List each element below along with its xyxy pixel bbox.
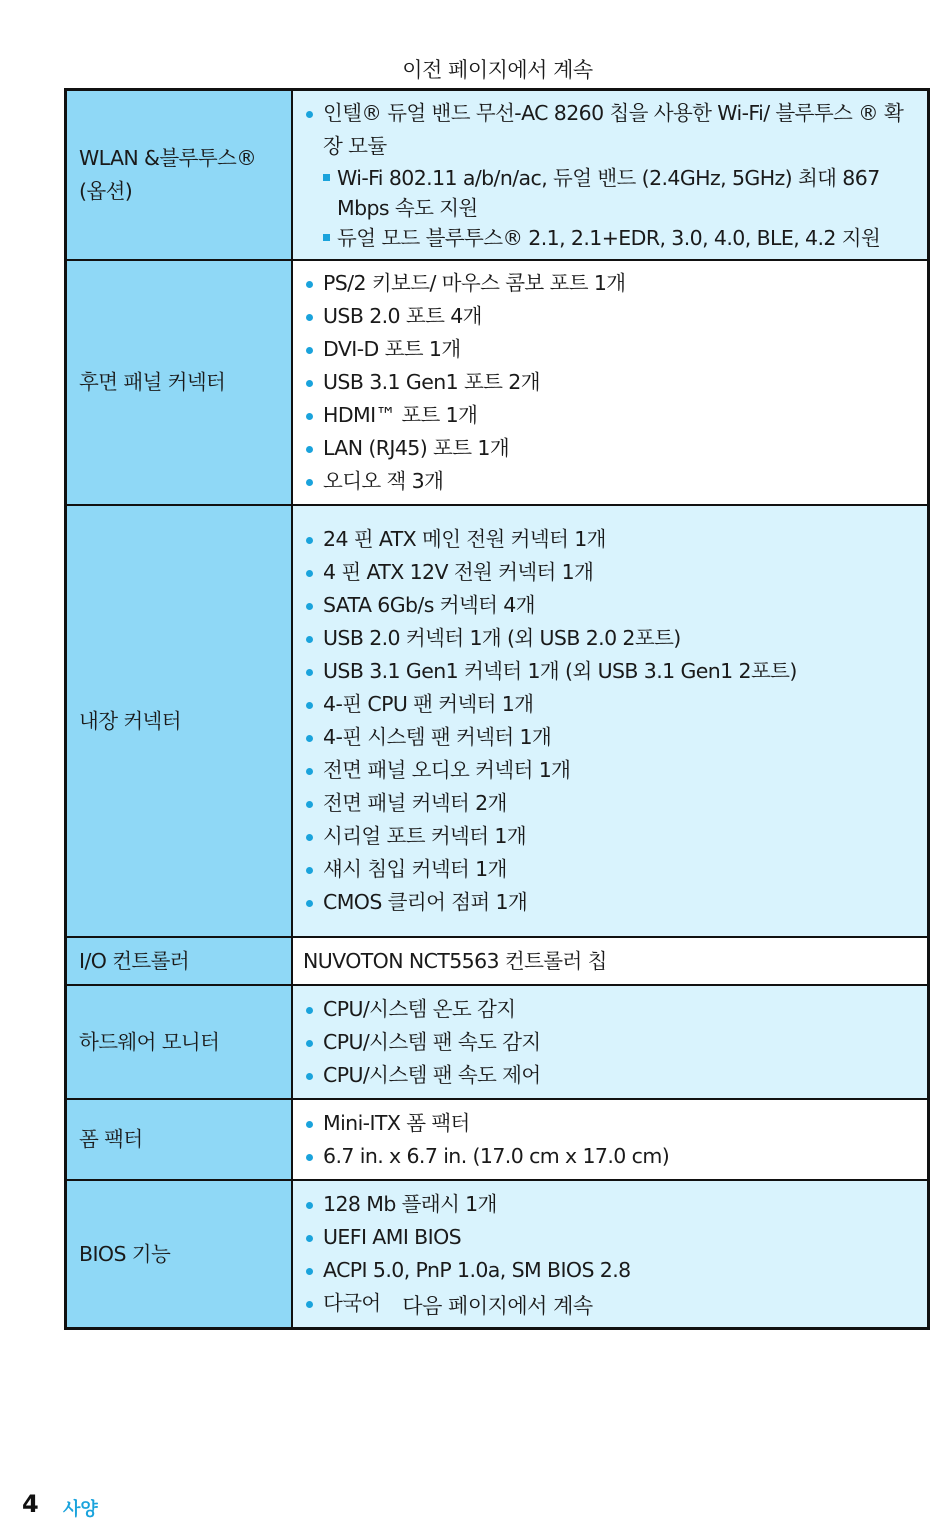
list-item: 전면 패널 오디오 커넥터 1개 bbox=[303, 754, 917, 787]
sub-list-item: Wi-Fi 802.11 a/b/n/ac, 듀얼 밴드 (2.4GHz, 5GHz) 최대 867 Mbps 속도 지원 bbox=[323, 163, 917, 223]
continued-from-previous-page: 이전 페이지에서 계속 bbox=[402, 58, 593, 82]
list-item: ACPI 5.0, PnP 1.0a, SM BIOS 2.8 bbox=[303, 1254, 917, 1287]
list-item: 오디오 잭 3개 bbox=[303, 465, 917, 498]
list-item bbox=[303, 97, 917, 253]
row-value-io-controller bbox=[292, 937, 929, 985]
row-value-form-factor bbox=[292, 1099, 929, 1180]
list-item: 4-핀 시스템 팬 커넥터 1개 bbox=[303, 721, 917, 754]
row-value-rear-panel bbox=[292, 260, 929, 505]
sub-list-item: 듀얼 모드 블루투스® 2.1, 2.1+EDR, 3.0, 4.0, BLE, 4.2 지원 bbox=[323, 223, 917, 253]
row-label-internal: 내장 커넥터 bbox=[66, 505, 293, 937]
spec-row-internal bbox=[66, 505, 929, 937]
spec-row-io-controller bbox=[66, 937, 929, 985]
list-item: 4 핀 ATX 12V 전원 커넥터 1개 bbox=[303, 556, 917, 589]
list-item: USB 2.0 커넥터 1개 (외 USB 2.0 2포트) bbox=[303, 622, 917, 655]
continued-on-next-page: 다음 페이지에서 계속 bbox=[402, 1294, 593, 1318]
page-number: 4 bbox=[22, 1490, 39, 1518]
list-item: CPU/시스템 온도 감지 bbox=[303, 993, 917, 1026]
list-item: PS/2 키보드/ 마우스 콤보 포트 1개 bbox=[303, 267, 917, 300]
row-value-internal bbox=[292, 505, 929, 937]
list-item: 6.7 in. x 6.7 in. (17.0 cm x 17.0 cm) bbox=[303, 1140, 917, 1173]
list-item: USB 2.0 포트 4개 bbox=[303, 300, 917, 333]
io-controller-text: NUVOTON NCT5563 컨트롤러 칩 bbox=[303, 948, 607, 973]
list-item: DVI-D 포트 1개 bbox=[303, 333, 917, 366]
spec-row-form-factor bbox=[66, 1099, 929, 1180]
list-item: CPU/시스템 팬 속도 감지 bbox=[303, 1026, 917, 1059]
row-label-hardware-monitor: 하드웨어 모니터 bbox=[66, 985, 293, 1099]
rear-panel-list bbox=[303, 267, 917, 498]
list-item: USB 3.1 Gen1 포트 2개 bbox=[303, 366, 917, 399]
list-item: SATA 6Gb/s 커넥터 4개 bbox=[303, 589, 917, 622]
list-item: 다국어 bbox=[303, 1287, 917, 1320]
spec-row-rear-panel bbox=[66, 260, 929, 505]
hardware-monitor-list bbox=[303, 993, 917, 1092]
wlan-list bbox=[303, 97, 917, 253]
section-title: 사양 bbox=[63, 1499, 98, 1520]
list-item: UEFI AMI BIOS bbox=[303, 1221, 917, 1254]
list-item: 시리얼 포트 커넥터 1개 bbox=[303, 820, 917, 853]
list-item: CPU/시스템 팬 속도 제어 bbox=[303, 1059, 917, 1092]
wlan-sub-list bbox=[323, 163, 917, 253]
row-value-hardware-monitor bbox=[292, 985, 929, 1099]
row-label-bios: BIOS 기능 bbox=[66, 1180, 293, 1329]
list-item: 4-핀 CPU 팬 커넥터 1개 bbox=[303, 688, 917, 721]
list-item: CMOS 클리어 점퍼 1개 bbox=[303, 886, 917, 919]
row-label-rear-panel: 후면 패널 커넥터 bbox=[66, 260, 293, 505]
list-item: 128 Mb 플래시 1개 bbox=[303, 1188, 917, 1221]
list-item: LAN (RJ45) 포트 1개 bbox=[303, 432, 917, 465]
spec-row-wlan bbox=[66, 90, 929, 261]
row-label-form-factor: 폼 팩터 bbox=[66, 1099, 293, 1180]
list-item: Mini-ITX 폼 팩터 bbox=[303, 1107, 917, 1140]
form-factor-list bbox=[303, 1107, 917, 1173]
row-value-wlan bbox=[292, 90, 929, 261]
internal-connector-list bbox=[303, 523, 917, 919]
row-label-wlan: WLAN &블루투스® (옵션) bbox=[66, 90, 293, 261]
list-item: USB 3.1 Gen1 커넥터 1개 (외 USB 3.1 Gen1 2포트) bbox=[303, 655, 917, 688]
list-item: 섀시 침입 커넥터 1개 bbox=[303, 853, 917, 886]
list-item: 전면 패널 커넥터 2개 bbox=[303, 787, 917, 820]
spec-row-hardware-monitor bbox=[66, 985, 929, 1099]
row-label-io-controller: I/O 컨트롤러 bbox=[66, 937, 293, 985]
list-item: HDMI™ 포트 1개 bbox=[303, 399, 917, 432]
wlan-module-text: 인텔® 듀얼 밴드 무선-AC 8260 칩을 사용한 Wi-Fi/ 블루투스 ® 확장 모듈 bbox=[323, 101, 904, 158]
spec-table bbox=[64, 88, 930, 1330]
list-item: 24 핀 ATX 메인 전원 커넥터 1개 bbox=[303, 523, 917, 556]
